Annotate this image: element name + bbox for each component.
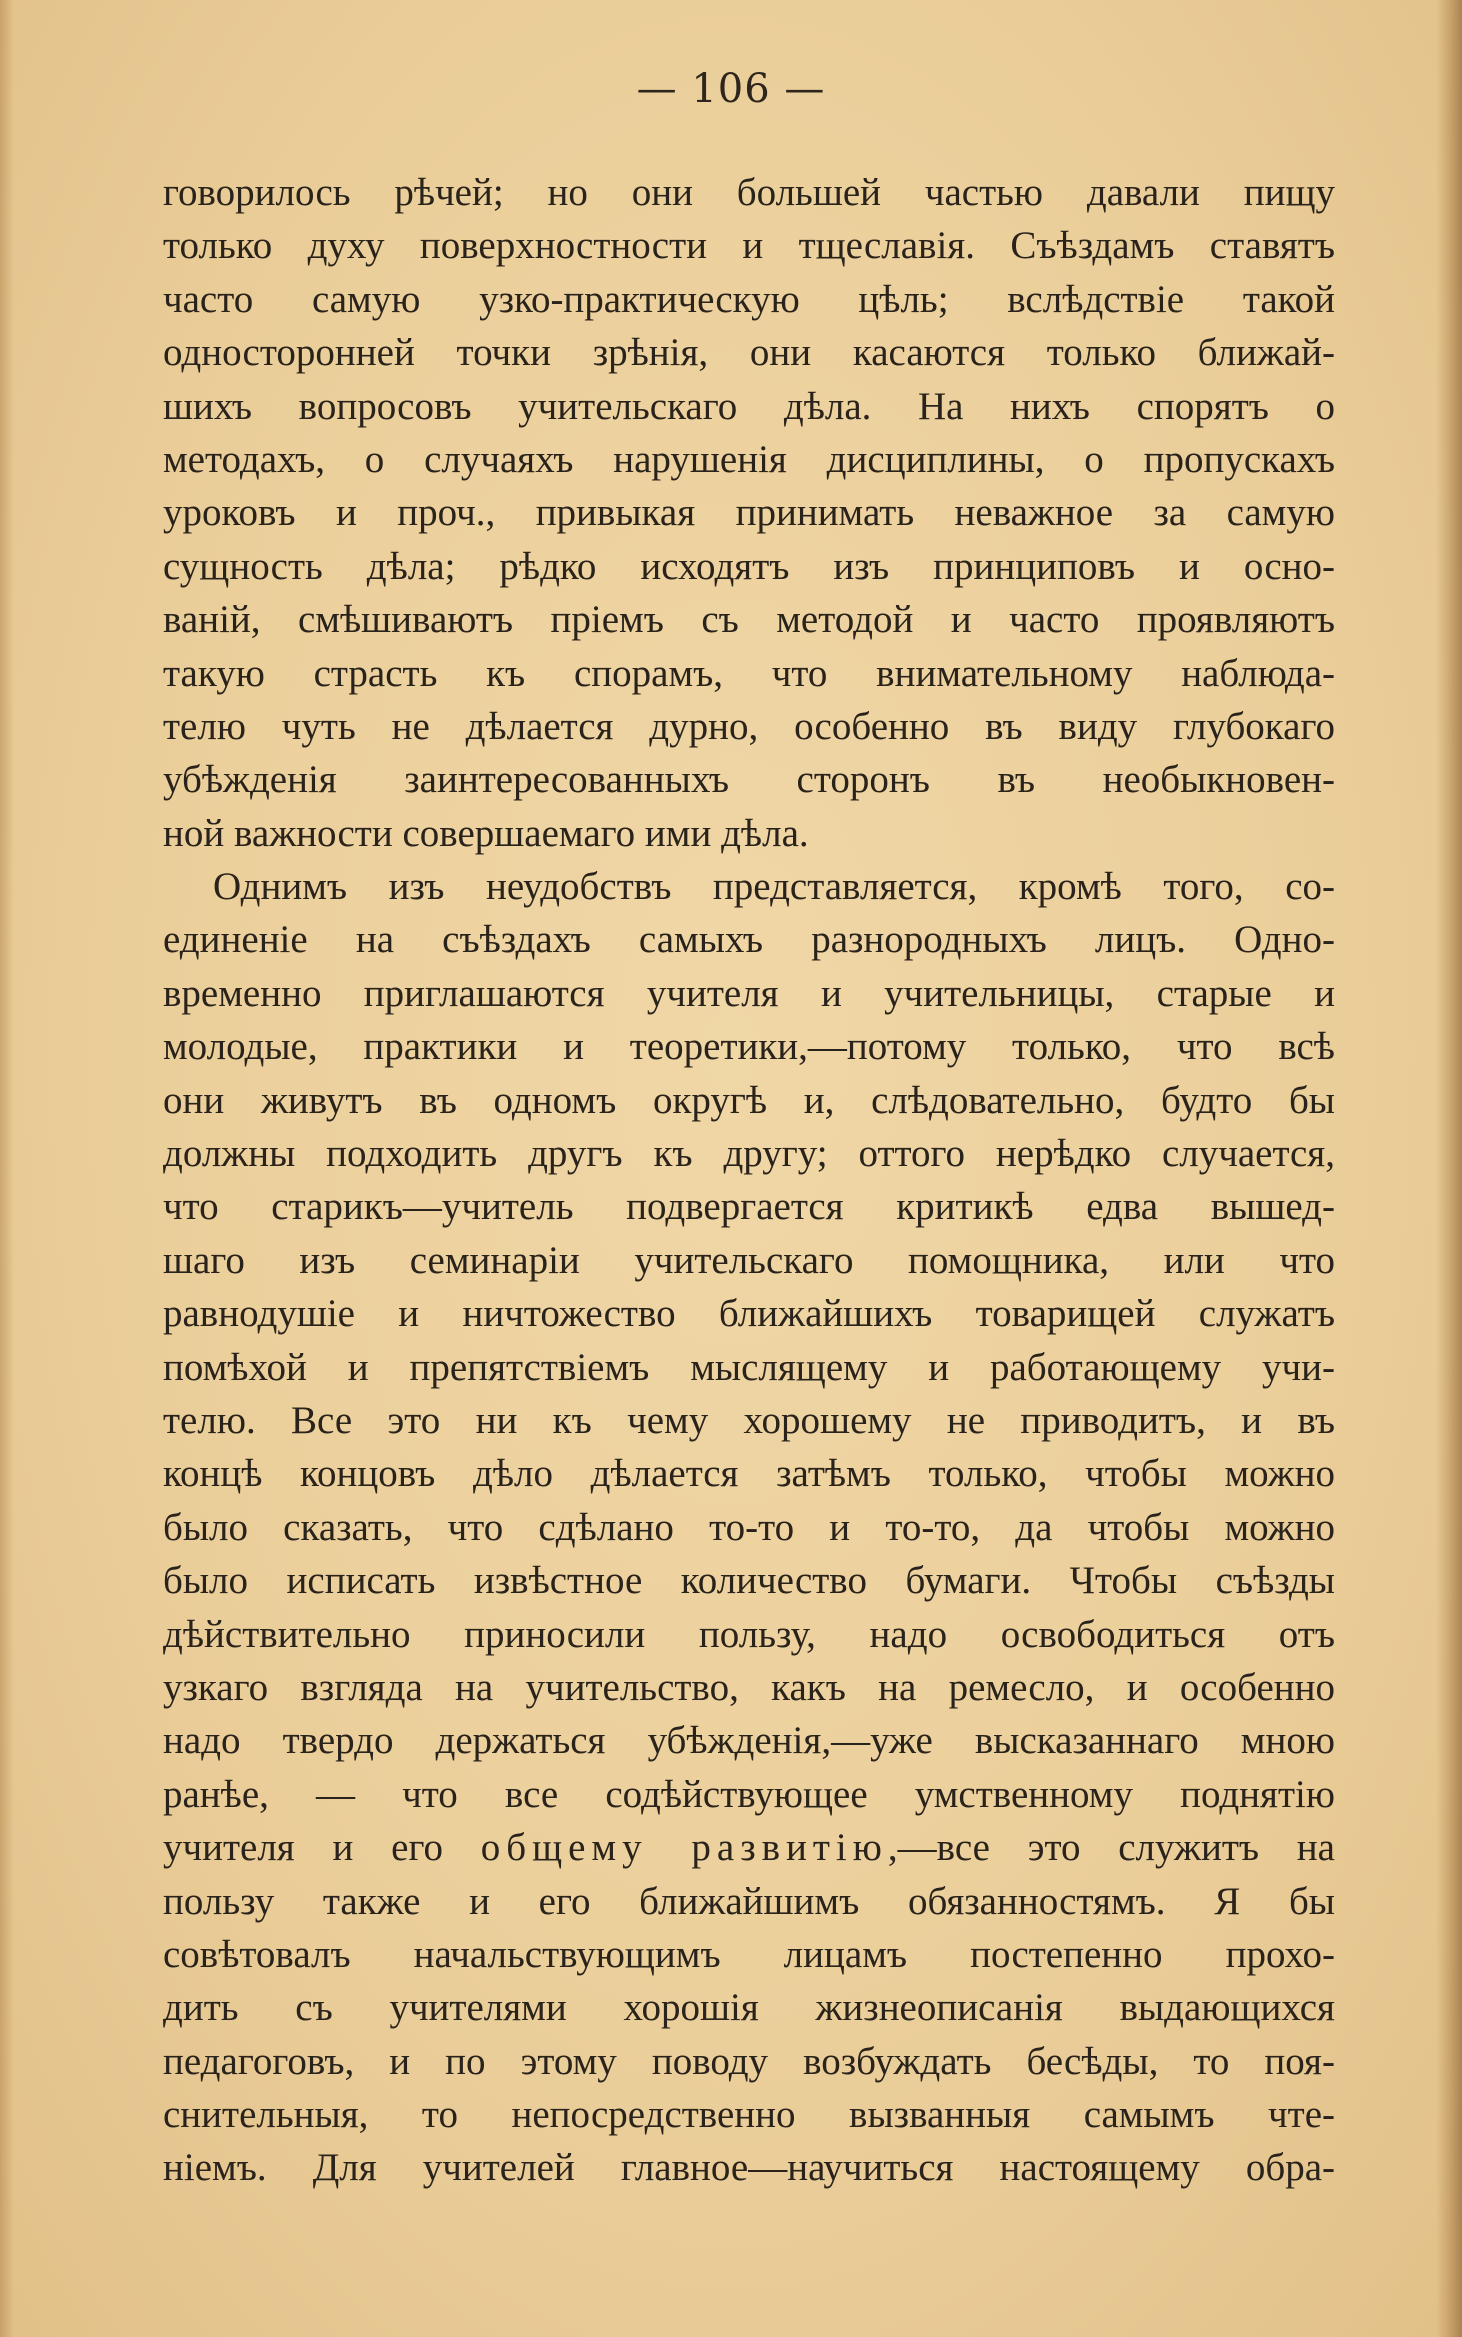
text-line: временно приглашаются учителя и учительницы, старые и	[163, 971, 1335, 1015]
text-line-spaced	[163, 1821, 1335, 1874]
text-line: ваній, смѣшиваютъ пріемъ съ методой и часто проявляютъ	[163, 598, 1335, 642]
text-line: узкаго взгляда на учительство, какъ на ремесло, и особенно	[163, 1665, 1335, 1709]
text-line: ранѣе, — что все содѣйствующее умственному поднятію	[163, 1772, 1335, 1816]
text-line: такую страсть къ спорамъ, что внимательному наблюда-	[163, 651, 1335, 695]
text-line: было исписать извѣстное количество бумаги. Чтобы съѣзды	[163, 1559, 1335, 1603]
text-line: телю. Все это ни къ чему хорошему не приводитъ, и въ	[163, 1398, 1335, 1442]
text-line: методахъ, о случаяхъ нарушенія дисциплины, о пропускахъ	[163, 437, 1335, 481]
page-shadow-left	[0, 0, 14, 2337]
text-line: шаго изъ семинаріи учительскаго помощника, или что	[163, 1238, 1335, 1282]
text-segment: учителя и его	[163, 1826, 481, 1870]
text-line: равнодушіе и ничтожество ближайшихъ товарищей служатъ	[163, 1292, 1335, 1336]
text-line: они живутъ въ одномъ округѣ и, слѣдовательно, будто бы	[163, 1078, 1335, 1122]
page-shadow-right	[1436, 0, 1462, 2337]
text-line: часто самую узко-практическую цѣль; вслѣдствіе такой	[163, 277, 1335, 321]
body-text	[163, 166, 1335, 2195]
text-line: надо твердо держаться убѣжденія,—уже высказаннаго мною	[163, 1719, 1335, 1763]
text-line: только духу поверхностности и тщеславія. Съѣздамъ ставятъ	[163, 224, 1335, 268]
text-line: телю чуть не дѣлается дурно, особенно въ виду глубокаго	[163, 704, 1335, 748]
text-line: должны подходить другъ къ другу; оттого нерѣдко случается,	[163, 1132, 1335, 1176]
page-number: — 106 —	[636, 66, 826, 112]
spaced-emphasis: общему развитію	[480, 1826, 888, 1870]
text-line: ніемъ. Для учителей главное—научиться настоящему обра-	[163, 2146, 1335, 2190]
paragraph-first-line: Однимъ изъ неудобствъ представляется, кромѣ того, со-	[213, 865, 1335, 909]
text-line: сущность дѣла; рѣдко исходятъ изъ принциповъ и осно-	[163, 544, 1335, 588]
text-line: односторонней точки зрѣнія, они касаются только ближай-	[163, 331, 1335, 375]
text-line: снительныя, то непосредственно вызванныя самымъ чте-	[163, 2093, 1335, 2137]
text-line: дѣйствительно приносили пользу, надо освободиться отъ	[163, 1612, 1335, 1656]
text-line: помѣхой и препятствіемъ мыслящему и работающему учи-	[163, 1345, 1335, 1389]
text-line: концѣ концовъ дѣло дѣлается затѣмъ только, чтобы можно	[163, 1452, 1335, 1496]
text-line: шихъ вопросовъ учительскаго дѣла. На нихъ спорятъ о	[163, 384, 1335, 428]
text-line: совѣтовалъ начальствующимъ лицамъ постепенно прохо-	[163, 1932, 1335, 1976]
text-line: убѣжденія заинтересованныхъ сторонъ въ необыкновен-	[163, 758, 1335, 802]
text-line: пользу также и его ближайшимъ обязанностямъ. Я бы	[163, 1879, 1335, 1923]
text-line: ной важности совершаемаго ими дѣла.	[163, 811, 809, 855]
text-line: что старикъ—учитель подвергается критикѣ едва вышед-	[163, 1185, 1335, 1229]
text-segment: ,—все это служитъ на	[887, 1826, 1335, 1870]
text-line: педагоговъ, и по этому поводу возбуждать бесѣды, то поя-	[163, 2039, 1335, 2083]
text-line: говорилось рѣчей; но они большей частью давали пищу	[163, 171, 1335, 214]
text-line: молодые, практики и теоретики,—потому только, что всѣ	[163, 1025, 1335, 1069]
text-line: дить съ учителями хорошія жизнеописанія выдающихся	[163, 1986, 1335, 2030]
text-line: уроковъ и проч., привыкая принимать неважное за самую	[163, 491, 1335, 535]
text-line: единеніе на съѣздахъ самыхъ разнородныхъ лицъ. Одно-	[163, 918, 1335, 962]
text-line: было сказать, что сдѣлано то-то и то-то, да чтобы можно	[163, 1505, 1335, 1549]
